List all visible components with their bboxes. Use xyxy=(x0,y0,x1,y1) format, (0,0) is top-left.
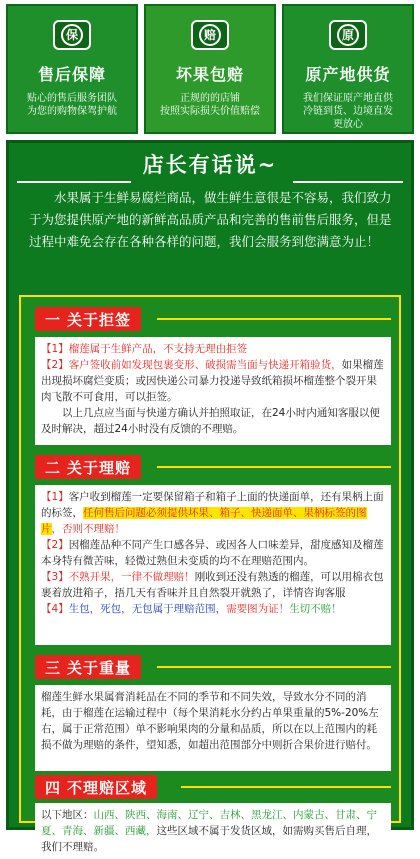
section-number: 四 xyxy=(45,778,62,797)
item-number: 【4】 xyxy=(41,603,69,615)
section-box-no-claim-region xyxy=(35,803,391,859)
item-text-highlight: 任何售后问题必须提供坏果、箱子、快递面单、果柄标签的图片 xyxy=(41,507,367,535)
card-desc-line: 按照实际损失价值赔偿 xyxy=(160,106,260,117)
rejection-item-2 xyxy=(41,357,385,405)
claims-item-3 xyxy=(41,569,385,601)
item-text: 因榴莲品种不同产生口感各异、或因各人口味差异，甜度感知及榴莲本身特有微苦味，轻微过熟但未变质的均不在理赔范围内。 xyxy=(41,539,384,567)
weight-text: 榴莲生鲜水果属膏消耗品在不同的季节和不同失效，导致水分不同的消耗，由于榴莲在运输过程中（每个果消耗水分约占单果重量的5%-20%左右，属于正常范围）单不影响果肉的分量和品质，所以在以上范围内的耗损不做为理赔的条件，望知悉，如超出范围部分中则折合果价进行赔付。 xyxy=(41,691,379,751)
title-divider-right xyxy=(293,181,403,183)
section-title-key: 重量 xyxy=(99,658,132,677)
claims-item-1 xyxy=(41,489,385,537)
region-text xyxy=(41,807,385,855)
card-icon-glyph: 保 xyxy=(61,24,83,46)
section-title-key: 不理赔区域 xyxy=(67,778,148,797)
card-icon-glyph: 赔 xyxy=(199,24,221,46)
rejection-note: 以上几点应当面与快递方确认并拍照取证，在24小时内通知客服以便及时解决，超过24小时没有反馈的不理赔。 xyxy=(41,407,380,435)
section-divider xyxy=(157,318,391,320)
item-text: 刚收到还没有熟透的榴莲，可以用棉衣包裹着放进箱子，捂几天有香味并且自然裂开就熟了，详情咨询客服 xyxy=(41,571,384,599)
card-desc-line: 为您的购物保驾护航 xyxy=(27,106,117,117)
card-desc xyxy=(14,92,130,118)
region-text-tail: 这些区域不属于发货区域，如需购买售后自理，我们不理赔。 xyxy=(41,825,377,853)
claims-item-4 xyxy=(41,601,385,617)
panel-intro: 水果属于生鲜易腐烂商品，做生鲜生意很是不容易，我们致力于为您提供原产地的新鲜高品质产品和完善的售前售后服务，但是过程中难免会存在各种各样的问题，我们会服务到您满意为止！ xyxy=(29,190,392,249)
origin-icon xyxy=(329,20,367,50)
card-desc xyxy=(152,92,268,118)
item-number: 【1】 xyxy=(41,491,69,503)
panel-title: 店长有话说~ xyxy=(142,153,278,177)
item-number: 【1】 xyxy=(41,343,69,355)
policy-area xyxy=(19,295,401,853)
section-heading-claims xyxy=(35,455,141,479)
item-text: 如果榴莲出现损坏腐烂变质；或因快递公司暴力投递导致纸箱损坏榴莲整个裂开果肉飞散不可食用，可以拒签。 xyxy=(41,359,384,403)
section-divider xyxy=(157,466,391,468)
card-desc xyxy=(290,92,406,131)
card-compensation xyxy=(144,4,276,134)
card-title: 原产地供货 xyxy=(305,65,391,84)
item-text-note: 生切不赔！ xyxy=(289,603,342,615)
section-number: 一 xyxy=(45,310,62,329)
card-desc-line: 正规的的店铺 xyxy=(180,93,240,104)
item-text-warning: 不熟开果，一律不做理赔！ xyxy=(68,571,195,583)
compensation-icon xyxy=(191,20,229,50)
card-desc-line: 更放心 xyxy=(333,119,363,130)
title-divider-left xyxy=(17,181,131,183)
item-text: 榴莲属于生鲜产品，不支持无理由拒签 xyxy=(68,343,248,355)
item-text-warning: 需要图为证！ xyxy=(226,603,290,615)
rejection-item-1 xyxy=(41,341,385,357)
item-text: 生包，死包，无包属于理赔范围， xyxy=(68,603,227,615)
service-cards xyxy=(6,4,414,134)
section-heading-no-claim-region xyxy=(35,775,157,799)
card-desc-line: 贴心的售后服务团队 xyxy=(27,93,117,104)
item-text-highlight: 客户签收前如发现包裹变形、破损需当面与快递开箱验货， xyxy=(68,359,342,371)
region-list: 山西、陕西、海南、辽宁、吉林、黑龙江、内蒙古、甘肃、宁夏、青海、新疆、西藏， xyxy=(41,809,377,837)
card-after-sales xyxy=(6,4,138,134)
section-title-prefix: 关于 xyxy=(67,310,100,329)
card-title: 售后保障 xyxy=(37,65,106,84)
card-desc-line: 我们保证原产地直供 xyxy=(303,93,393,104)
item-number: 【3】 xyxy=(41,571,69,583)
item-text-warning: ，否则不理赔！ xyxy=(51,523,125,535)
section-title-prefix: 关于 xyxy=(67,658,100,677)
section-number: 二 xyxy=(45,458,62,477)
section-title-prefix: 关于 xyxy=(67,458,100,477)
card-icon-glyph: 原 xyxy=(337,24,359,46)
section-title-key: 理赔 xyxy=(99,458,132,477)
section-divider xyxy=(181,786,391,788)
section-box-rejection xyxy=(35,337,391,445)
section-number: 三 xyxy=(45,658,62,677)
claims-item-2 xyxy=(41,537,385,569)
region-text-lead: 以下地区： xyxy=(41,809,94,821)
card-origin xyxy=(282,4,414,134)
card-desc-line: 冷链到货、边境直发 xyxy=(303,106,393,117)
shield-icon xyxy=(53,20,91,50)
section-heading-weight xyxy=(35,655,141,679)
item-number: 【2】 xyxy=(41,359,69,371)
section-box-claims xyxy=(35,485,391,645)
item-number: 【2】 xyxy=(41,539,69,551)
section-divider xyxy=(157,666,391,668)
owner-note-panel xyxy=(6,140,414,853)
section-title-key: 拒签 xyxy=(99,310,132,329)
item-text: 客户收到榴莲一定要保留箱子和箱子上面的快递面单，还有果柄上面的标签， xyxy=(41,491,384,519)
card-title: 坏果包赔 xyxy=(175,65,244,84)
section-heading-rejection xyxy=(35,307,141,331)
section-box-weight xyxy=(35,685,391,771)
